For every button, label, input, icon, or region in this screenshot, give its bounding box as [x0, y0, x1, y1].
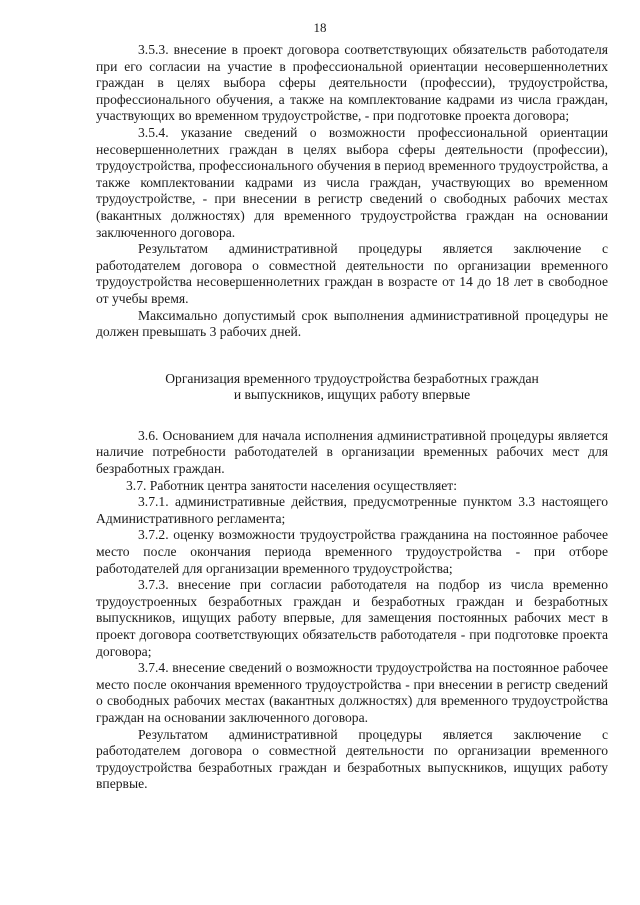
section-heading-line-1: Организация временного трудоустройства безработных граждан [165, 370, 539, 386]
spacer [96, 341, 608, 371]
paragraph-3-7-3: 3.7.3. внесение при согласии работодателя на подбор из числа временно трудоустроенных безработных граждан и безработных граждан и безработных выпускников, ищущих работу впервые, для замещения постоянных рабочих мест в проект договора соответствующих обязательств работодателя - при подготовке проекта договора; [96, 577, 608, 659]
paragraph-3-6: 3.6. Основанием для начала исполнения административной процедуры является наличие потребности работодателей в организации временных рабочих мест для безработных граждан. [96, 427, 608, 477]
spacer [96, 404, 608, 428]
paragraph-3-7-1: 3.7.1. административные действия, предусмотренные пунктом 3.3 настоящего Административного регламента; [96, 494, 608, 526]
paragraph-3-5-3: 3.5.3. внесение в проект договора соответствующих обязательств работодателя при его согласии на участие в профессиональной ориентации несовершеннолетних граждан в целях выбора сферы деятельности (профессии), трудоустройства, профессионального обучения, а также на комплектование кадрами из числа граждан, участвующих во временном трудоустройстве, - при подготовке проекта договора; [96, 42, 608, 124]
paragraph-result: Результатом административной процедуры является заключение с работодателем договора о совместной деятельности по организации временного трудоустройства несовершеннолетних граждан в возрасте от 14 до 18 лет в свободное от учебы время. [96, 241, 608, 306]
paragraph-3-7: 3.7. Работник центра занятости населения осуществляет: [126, 477, 457, 493]
section-heading-line-2: и выпускников, ищущих работу впервые [233, 387, 471, 403]
page-number: 18 [313, 20, 327, 35]
paragraph-3-7-4: 3.7.4. внесение сведений о возможности трудоустройства на постоянное рабочее место после окончания временного трудоустройства - при внесении в регистр сведений о свободных рабочих местах (вакантных должностях) для временного трудоустройства граждан на основании заключенного договора. [96, 660, 608, 725]
document-body [96, 42, 608, 793]
paragraph-3-7-2: 3.7.2. оценку возможности трудоустройства гражданина на постоянное рабочее место после окончания периода временного трудоустройства - при отборе работодателей для организации временного трудоустройства; [96, 527, 608, 576]
paragraph-3-5-4: 3.5.4. указание сведений о возможности профессиональной ориентации несовершеннолетних граждан в целях выбора сферы деятельности (профессии), трудоустройства, профессионального обучения в период временного трудоустройства, а также комплектовании кадрами из числа граждан, участвующих во временном трудоустройстве, - при внесении в регистр сведений о свободных рабочих местах (вакантных должностях) для временного трудоустройства граждан на основании заключенного договора. [96, 124, 608, 240]
paragraph-max-term: Максимально допустимый срок выполнения административной процедуры не должен превышать 3 рабочих дней. [96, 307, 608, 340]
paragraph-result-2: Результатом административной процедуры является заключение с работодателем договора о совместной деятельности по организации временного трудоустройства безработных граждан и безработных выпускников, ищущих работу впервые. [96, 726, 608, 792]
